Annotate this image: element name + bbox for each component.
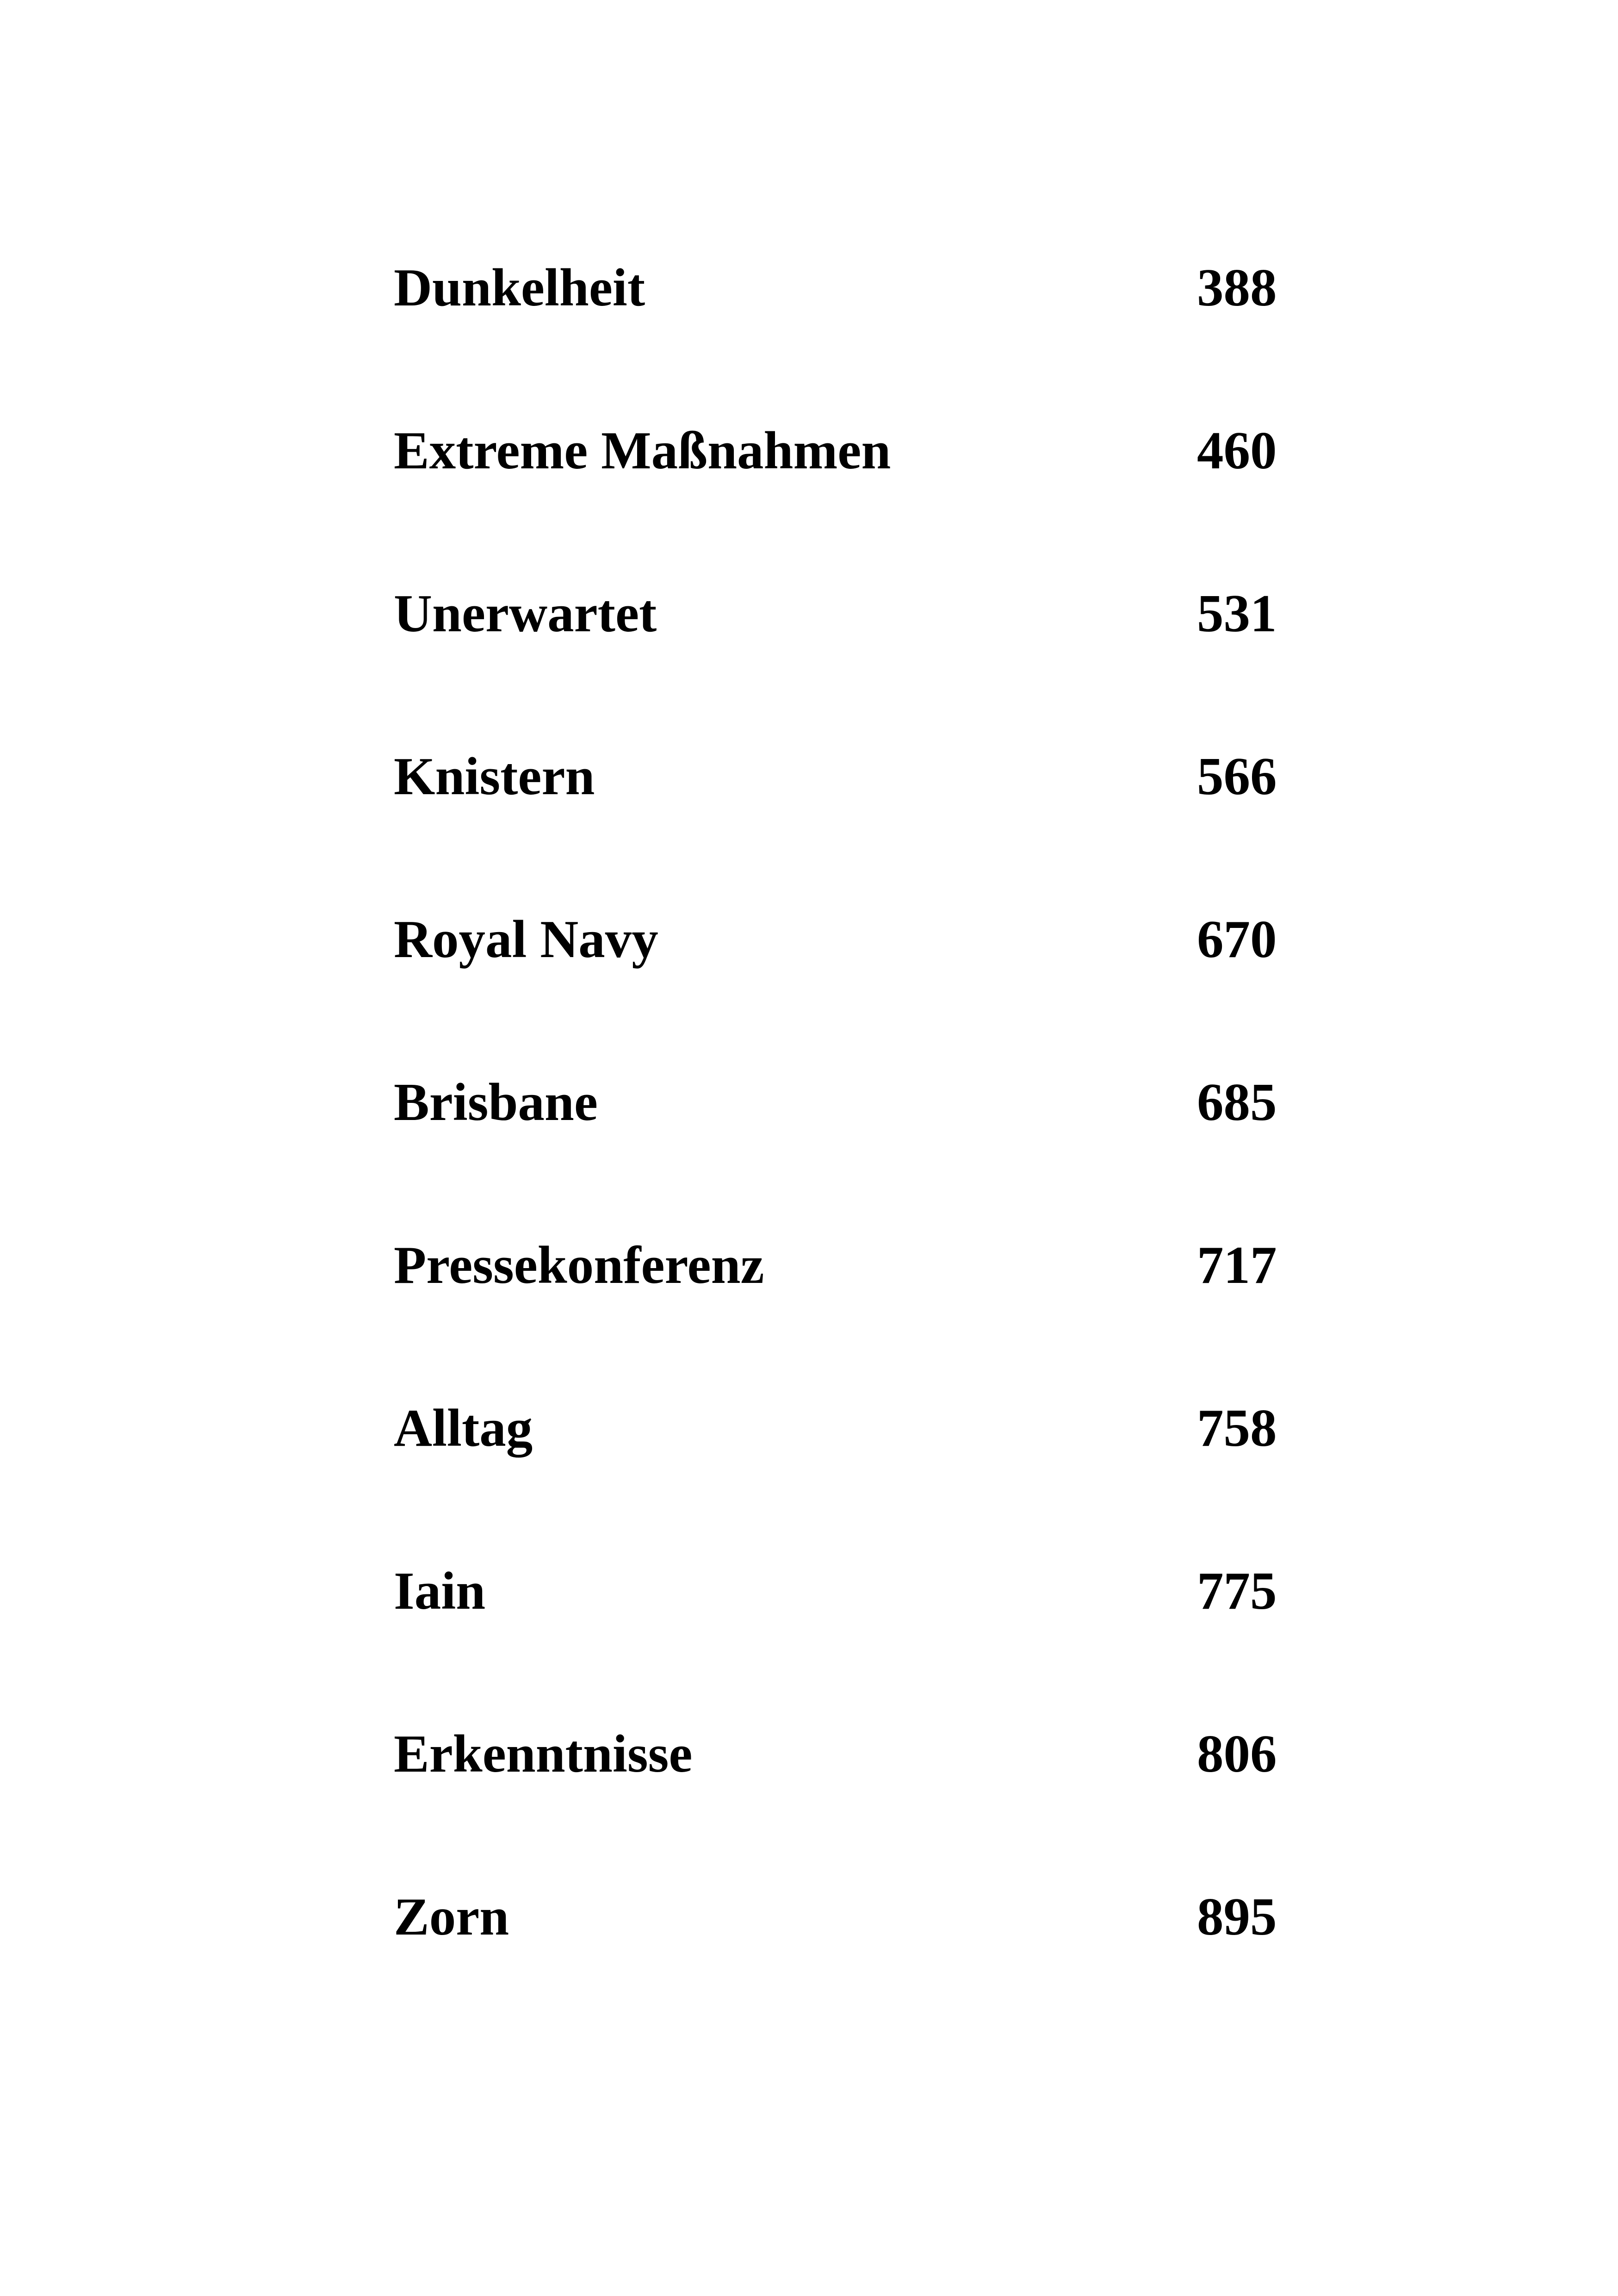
toc-entry-title: Unerwartet bbox=[394, 584, 657, 643]
toc-entry-page-number: 531 bbox=[1197, 584, 1277, 643]
toc-entry-page-number: 775 bbox=[1197, 1562, 1277, 1620]
toc-entry-page-number: 460 bbox=[1197, 421, 1277, 480]
toc-entry-title: Alltag bbox=[394, 1399, 533, 1457]
toc-entry-page-number: 806 bbox=[1197, 1724, 1277, 1783]
toc-entry-zorn bbox=[394, 1885, 1319, 2047]
toc-entry-title: Zorn bbox=[394, 1887, 509, 1946]
toc-entry-page-number: 717 bbox=[1197, 1236, 1277, 1294]
toc-entry-page-number: 895 bbox=[1197, 1887, 1277, 1946]
toc-entry-erkenntnisse bbox=[394, 1722, 1319, 1885]
toc-entry-page-number: 685 bbox=[1197, 1073, 1277, 1132]
toc-entry-pressekonferenz bbox=[394, 1233, 1319, 1396]
toc-entry-page-number: 388 bbox=[1197, 258, 1277, 317]
toc-entry-royal-navy bbox=[394, 907, 1319, 1070]
toc-entry-title: Erkenntnisse bbox=[394, 1724, 693, 1783]
toc-entry-alltag bbox=[394, 1396, 1319, 1559]
toc-entry-extreme-massnahmen bbox=[394, 418, 1319, 581]
toc-entry-title: Pressekonferenz bbox=[394, 1236, 764, 1294]
table-of-contents bbox=[394, 255, 1319, 2047]
toc-entry-unerwartet bbox=[394, 581, 1319, 744]
toc-entry-title: Dunkelheit bbox=[394, 258, 645, 317]
toc-entry-title: Extreme Maßnahmen bbox=[394, 421, 891, 480]
toc-entry-page-number: 758 bbox=[1197, 1399, 1277, 1457]
toc-entry-title: Royal Navy bbox=[394, 910, 658, 969]
toc-entry-iain bbox=[394, 1559, 1319, 1722]
toc-entry-title: Iain bbox=[394, 1562, 486, 1620]
toc-entry-page-number: 670 bbox=[1197, 910, 1277, 969]
toc-entry-brisbane bbox=[394, 1070, 1319, 1233]
toc-entry-title: Knistern bbox=[394, 747, 595, 806]
toc-entry-dunkelheit bbox=[394, 255, 1319, 418]
toc-entry-knistern bbox=[394, 744, 1319, 907]
toc-entry-title: Brisbane bbox=[394, 1073, 598, 1132]
toc-entry-page-number: 566 bbox=[1197, 747, 1277, 806]
